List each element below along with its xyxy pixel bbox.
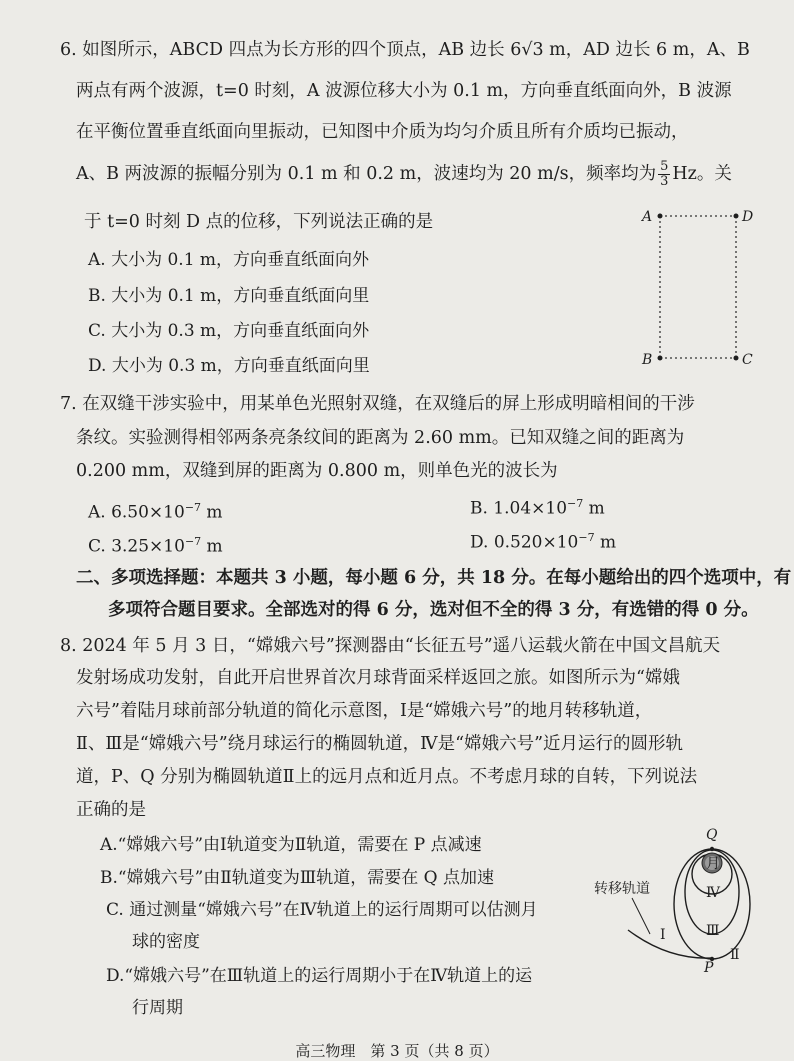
q8-option-c-line-1: C. 通过测量“嫦娥六号”在Ⅳ轨道上的运行周期可以估测月 [106,900,538,920]
label-p: P [704,960,714,976]
label-a: A [642,209,653,225]
q8-option-c-line-2: 球的密度 [132,932,200,952]
q7-line-3: 0.200 mm，双缝到屏的距离为 0.800 m，则单色光的波长为 [76,461,558,481]
q6-line-2: 两点有两个波源，t=0 时刻，A 波源位移大小为 0.1 m，方向垂直纸面向外，B 波源 [76,81,732,101]
q6-line-4-tail: Hz。关 [672,164,732,184]
q7-line-1: 7. 在双缝干涉实验中，用某单色光照射双缝，在双缝后的屏上形成明暗相间的干涉 [60,394,695,414]
q7-option-b [470,492,605,521]
page-footer: 高三物理 第 3 页（共 8 页） [295,1042,499,1060]
point-q [710,847,714,851]
q6-option-d: D. 大小为 0.3 m，方向垂直纸面向里 [88,356,370,376]
q6-line-5: 于 t=0 时刻 D 点的位移，下列说法正确的是 [84,212,434,232]
q7-option-d-unit: m [594,532,617,553]
label-q: Q [706,827,718,843]
q6-line-4 [76,160,732,189]
q8-line-6: 正确的是 [76,800,146,820]
q8-line-1: 8. 2024 年 5 月 3 日，“嫦娥六号”探测器由“长征五号”遥八运载火箭在中国文昌航天 [60,636,721,656]
q7-option-a-exponent: −7 [184,501,202,514]
q7-option-c [88,530,223,559]
point-b [658,356,663,361]
q8-option-d-line-2: 行周期 [132,998,183,1018]
q6-line-4-text: A、B 两波源的振幅分别为 0.1 m 和 0.2 m，波速均为 20 m/s，频率均为 [76,164,657,184]
label-i: Ⅰ [660,927,666,943]
q7-option-a-value: A. 6.50×10 [88,502,185,523]
label-d: D [742,209,754,225]
transfer-orbit-leader [632,898,650,934]
transfer-orbit-i [628,930,712,958]
q8-line-5: 道，P、Q 分别为椭圆轨道Ⅱ上的远月点和近月点。不考虑月球的自转，下列说法 [76,767,698,787]
q7-option-d-exponent: −7 [578,531,595,544]
q7-option-d [470,526,616,555]
point-d [734,214,739,219]
label-ii: Ⅱ [730,947,740,963]
label-iii: Ⅲ [706,923,720,939]
q7-option-c-unit: m [201,536,223,557]
moon-label: 月 [706,856,720,872]
q6-line-1: 6. 如图所示，ABCD 四点为长方形的四个顶点，AB 边长 6√3 m，AD 边长 6 m，A、B [60,40,750,60]
fraction-numerator: 5 [660,159,669,174]
label-b: B [642,352,653,368]
label-c: C [742,352,753,368]
q7-option-c-value: C. 3.25×10 [88,536,185,557]
transfer-orbit-label: 转移轨道 [594,881,650,897]
q8-option-d-line-1: D.“嫦娥六号”在Ⅲ轨道上的运行周期小于在Ⅳ轨道上的运 [106,966,533,986]
fraction-denominator: 3 [660,174,669,189]
q7-option-c-exponent: −7 [184,535,202,548]
point-c [734,356,739,361]
orbit-figure [588,822,768,986]
q7-option-a-unit: m [201,502,223,523]
rectangle-figure [636,202,766,376]
q8-line-3: 六号”着陆月球前部分轨道的简化示意图，Ⅰ是“嫦娥六号”的地月转移轨道， [76,701,653,721]
q7-option-d-value: D. 0.520×10 [470,532,579,553]
q7-line-2: 条纹。实验测得相邻两条亮条纹间的距离为 2.60 mm。已知双缝之间的距离为 [76,428,685,448]
point-a [658,214,663,219]
q6-option-c: C. 大小为 0.3 m，方向垂直纸面向外 [88,321,370,341]
section-2-heading-line-1: 二、多项选择题：本题共 3 小题，每小题 6 分，共 18 分。在每小题给出的四个选项中，有 [76,568,792,588]
q7-option-b-value: B. 1.04×10 [470,498,568,519]
section-2-heading-line-2: 多项符合题目要求。全部选对的得 6 分，选对但不全的得 3 分，有选错的得 0 分。 [108,600,759,620]
q6-line-3: 在平衡位置垂直纸面向里振动，已知图中介质为均匀介质且所有介质均已振动， [76,122,689,142]
q8-line-2: 发射场成功发射，自此开启世界首次月球背面采样返回之旅。如图所示为“嫦娥 [76,668,680,688]
q6-option-b: B. 大小为 0.1 m，方向垂直纸面向里 [88,286,370,306]
q7-option-b-exponent: −7 [567,497,584,510]
q8-line-4: Ⅱ、Ⅲ是“嫦娥六号”绕月球运行的椭圆轨道，Ⅳ是“嫦娥六号”近月运行的圆形轨 [76,734,684,754]
q8-option-b: B.“嫦娥六号”由Ⅱ轨道变为Ⅲ轨道，需要在 Q 点加速 [100,868,494,888]
q7-option-b-unit: m [583,498,605,519]
label-iv: Ⅳ [706,885,720,901]
q7-option-a [88,496,223,525]
q6-option-a: A. 大小为 0.1 m，方向垂直纸面向外 [88,250,370,270]
frequency-fraction [658,160,670,189]
q8-option-a: A.“嫦娥六号”由Ⅰ轨道变为Ⅱ轨道，需要在 P 点减速 [100,835,482,855]
